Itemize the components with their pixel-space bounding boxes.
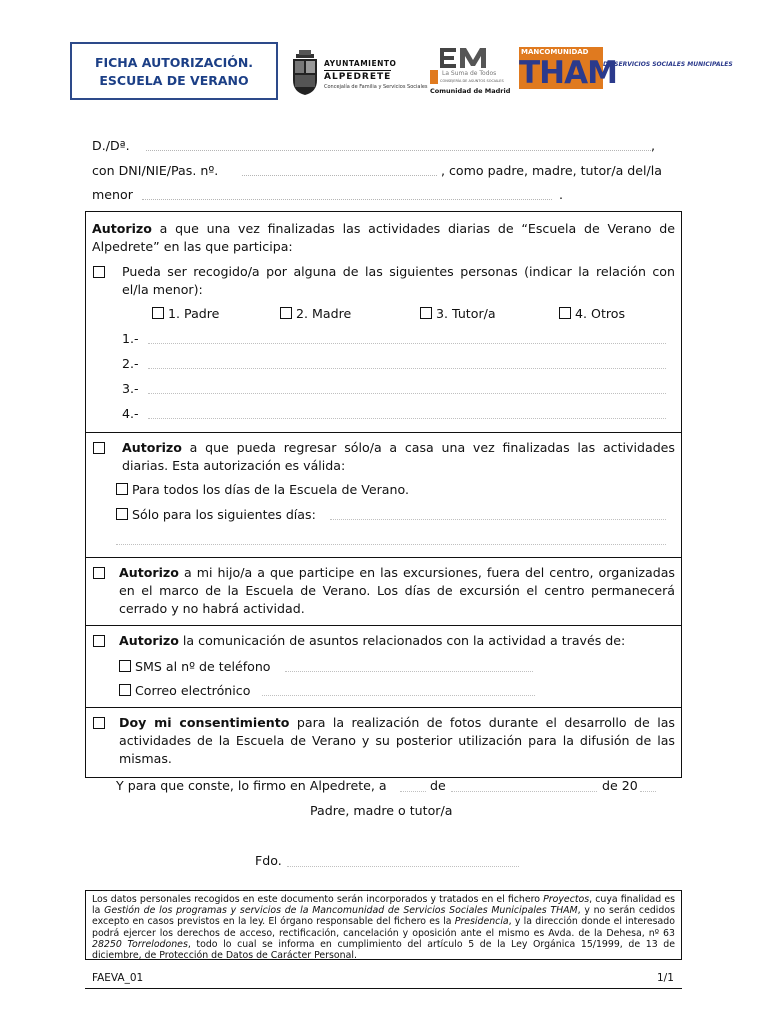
person-2-label: 2.-	[122, 356, 139, 371]
form-title-line1: FICHA AUTORIZACIÓN.	[94, 55, 254, 70]
section2-days-line[interactable]	[330, 519, 666, 520]
section1-text: a que una vez finalizadas las actividades diarias de “Escuela de Verano de Alpedrete” en las que participa:	[92, 221, 675, 254]
section2-opt1-label: Para todos los días de la Escuela de Verano.	[132, 482, 409, 497]
section5-bold: Doy mi consentimiento	[119, 715, 290, 730]
sms-phone-line[interactable]	[285, 671, 533, 672]
section2-checkbox[interactable]	[93, 441, 105, 456]
tham-main-label: THAM	[519, 55, 617, 91]
signature-fdo-label: Fdo.	[255, 853, 282, 868]
relation-tutor[interactable]	[420, 306, 496, 321]
madrid-tagline: La Suma de Todos	[442, 70, 497, 77]
relation-madre[interactable]	[280, 306, 351, 321]
tham-top-label: MANCOMUNIDAD	[519, 47, 603, 58]
section2-bold: Autorizo	[122, 440, 182, 455]
section5-checkbox[interactable]	[93, 716, 105, 731]
relation-padre[interactable]	[152, 306, 219, 321]
signature-parent-label: Padre, madre o tutor/a	[310, 803, 453, 818]
relation-otros-label: 4. Otros	[575, 306, 626, 321]
person-3-label: 3.-	[122, 381, 139, 396]
relation-madre-label: 2. Madre	[296, 306, 352, 321]
section2-days-line2[interactable]	[116, 544, 666, 545]
alpedrete-logo-line1: AYUNTAMIENTO	[324, 59, 397, 68]
section1-checkbox[interactable]	[93, 265, 105, 280]
section4-checkbox[interactable]	[93, 634, 105, 649]
menor-end: .	[559, 187, 564, 202]
signature-month-line[interactable]	[451, 791, 597, 792]
section5-text-block	[119, 714, 675, 768]
person-3-line[interactable]	[148, 393, 666, 394]
person-2-line[interactable]	[148, 368, 666, 369]
madrid-orange-bar	[430, 70, 438, 84]
section4-text-block	[119, 632, 675, 650]
menor-input-line[interactable]	[142, 199, 552, 200]
signature-de1: de	[430, 778, 446, 793]
dda-input-line[interactable]	[146, 150, 651, 151]
email-line[interactable]	[262, 695, 535, 696]
signature-place-line	[116, 778, 387, 793]
field-dni	[92, 163, 682, 178]
section1-bold: Autorizo	[92, 221, 152, 236]
relation-otros[interactable]	[559, 306, 625, 321]
signature-day-line[interactable]	[400, 791, 426, 792]
section5-text: para la realización de fotos durante el desarrollo de las actividades de la Escuela de Verano y su posterior utilización para la difusión de las mismas.	[119, 715, 675, 766]
person-4-label: 4.-	[122, 406, 139, 421]
madrid-stars-icon	[438, 46, 498, 70]
section2-text-block	[122, 439, 675, 475]
alpedrete-logo-line3: Concejalía de Familia y Servicios Sociales	[324, 84, 428, 90]
dda-label: D./Dª.	[92, 138, 130, 153]
section3-text-block	[119, 564, 675, 618]
dni-label: con DNI/NIE/Pas. nº.	[92, 163, 219, 178]
form-title-line2: ESCUELA DE VERANO	[99, 73, 249, 88]
relation-tutor-label: 3. Tutor/a	[436, 306, 496, 321]
alpedrete-logo	[290, 50, 430, 96]
madrid-logo	[430, 46, 510, 98]
tham-logo	[519, 47, 733, 92]
section1-intro	[92, 220, 675, 256]
section4-sms[interactable]	[119, 659, 271, 674]
alpedrete-logo-line2: ALPEDRETE	[324, 72, 392, 82]
section1-option-text: Pueda ser recogido/a por alguna de las siguientes personas (indicar la relación con el/la menor):	[122, 264, 675, 297]
section2-opt2-label: Sólo para los siguientes días:	[132, 507, 316, 522]
field-dda	[92, 138, 682, 153]
legal-notice-box	[85, 890, 682, 960]
footer-code: FAEVA_01	[92, 972, 144, 984]
section4-email-label: Correo electrónico	[135, 683, 251, 698]
field-menor	[92, 187, 682, 202]
madrid-name: Comunidad de Madrid	[430, 87, 511, 95]
section4-sms-label: SMS al nº de teléfono	[135, 659, 271, 674]
section4-email[interactable]	[119, 683, 250, 698]
signature-fdo-line[interactable]	[287, 866, 519, 867]
person-1-label: 1.-	[122, 331, 139, 346]
dni-rest: , como padre, madre, tutor/a del/la	[441, 163, 663, 178]
dni-input-line[interactable]	[242, 175, 437, 176]
signature-year-line[interactable]	[640, 791, 656, 792]
alpedrete-shield-icon	[290, 50, 320, 96]
person-4-line[interactable]	[148, 418, 666, 419]
relation-padre-label: 1. Padre	[168, 306, 220, 321]
legal-notice-text: Los datos personales recogidos en este documento serán incorporados y tratados en el fichero Proyectos, cuya finalidad es la Gestión de los programas y servicios de la Mancomunidad de Servicios Sociales Municipales THAM, y no serán cedidos excepto en casos previstos en la ley. El órgano responsable del fichero es la Presidencia, y la dirección donde el interesado podrá ejercer los derechos de acceso, rectificación, cancelación y oposición ante el mismo es Avda. de la Dehesa, nº 63 28250 Torrelodones, todo lo cual se informa en cumplimiento del artículo 5 de la Ley Orgánica 15/1999, de 13 de diciembre, de Protección de Datos de Carácter Personal.	[92, 894, 675, 962]
section2-opt1[interactable]	[116, 482, 409, 497]
footer-page: 1/1	[657, 972, 674, 984]
signature-year-label: de 20	[602, 778, 638, 793]
menor-label: menor	[92, 187, 133, 202]
madrid-sub: CONSEJERÍA DE ASUNTOS SOCIALES	[440, 79, 504, 83]
section2-text: a que pueda regresar sólo/a a casa una vez finalizadas las actividades diarias. Esta autorización es válida:	[122, 440, 675, 473]
person-1-line[interactable]	[148, 343, 666, 344]
signature-place-text: Y para que conste, lo firmo en Alpedrete, a	[116, 778, 387, 793]
footer-rule	[85, 988, 682, 989]
form-title-box	[70, 42, 278, 100]
section4-bold: Autorizo	[119, 633, 179, 648]
section3-bold: Autorizo	[119, 565, 179, 580]
section3-text: a mi hijo/a a que participe en las excursiones, fuera del centro, organizadas en el marco de la Escuela de Verano. Los días de excursión el centro permanecerá cerrado y no habrá actividad.	[119, 565, 675, 616]
section2-opt2[interactable]	[116, 507, 316, 522]
dda-end: ,	[651, 138, 656, 153]
tham-side-label: DE SERVICIOS SOCIALES MUNICIPALES	[603, 61, 733, 68]
section3-checkbox[interactable]	[93, 566, 105, 581]
section4-text: la comunicación de asuntos relacionados con la actividad a través de:	[182, 633, 626, 648]
